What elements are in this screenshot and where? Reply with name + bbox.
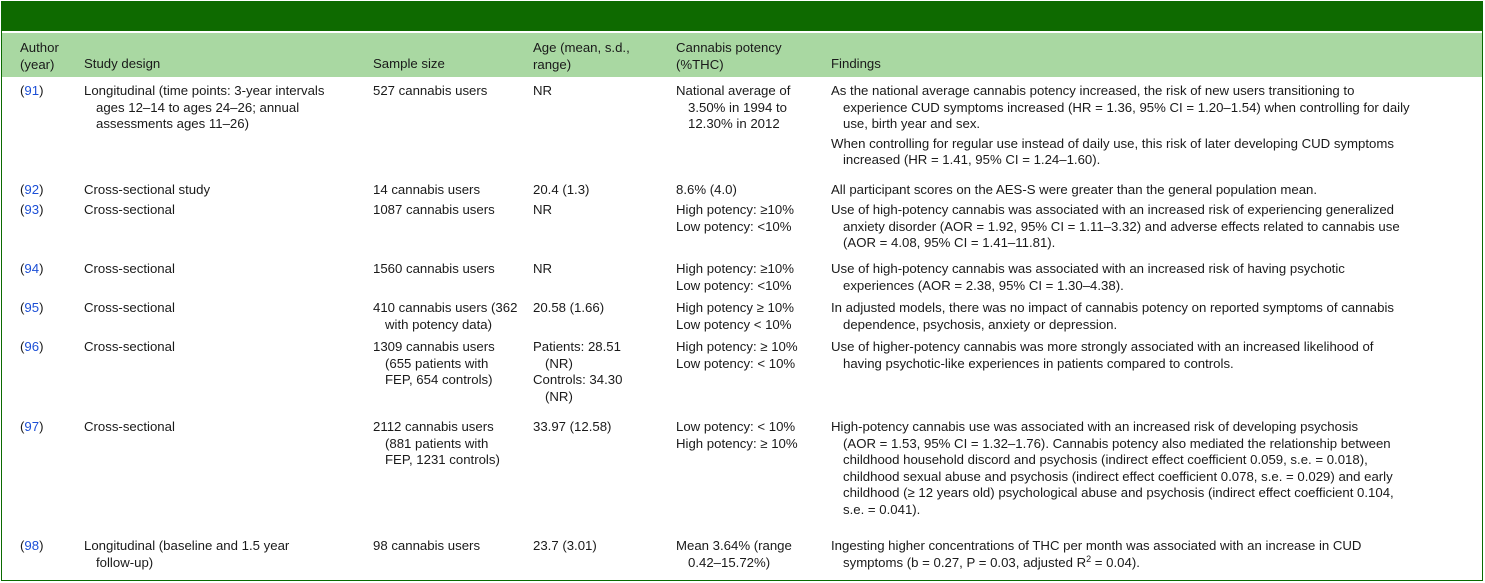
paren-close: ): [39, 339, 44, 354]
findings-line: As the national average cannabis potency increased, the risk of new users transitioning to: [831, 83, 1355, 98]
age-line: NR: [533, 83, 553, 98]
potency-line: High potency: ≥10%: [676, 261, 794, 276]
potency-cell: [676, 538, 826, 571]
paren-close: ): [39, 300, 44, 315]
sample-size-line: with potency data): [385, 316, 493, 332]
study-design-cell: [84, 300, 364, 317]
findings-cell: [831, 202, 1471, 252]
table-frame: [1, 1, 1483, 581]
paren-open: (: [20, 202, 25, 217]
reference-link[interactable]: 97: [24, 419, 40, 434]
header-sample-size: Sample size: [373, 56, 445, 71]
reference-link[interactable]: 95: [24, 300, 40, 315]
age-line: Patients: 28.51: [533, 339, 621, 354]
paren-open: (: [20, 339, 25, 354]
findings-line: Use of high-potency cannabis was associated with an increased risk of having psychotic: [831, 261, 1345, 276]
potency-line: 3.50% in 1994 to: [688, 99, 787, 115]
age-cell: [533, 419, 663, 436]
sample-size-line: 410 cannabis users (362: [373, 300, 518, 315]
potency-cell: [676, 202, 826, 235]
header-age: Age (mean, s.d., range): [533, 40, 630, 72]
age-line: 23.7 (3.01): [533, 538, 597, 553]
age-cell: [533, 202, 663, 219]
author-cell: [20, 83, 72, 100]
author-cell: [20, 202, 72, 219]
potency-cell: [676, 419, 826, 452]
findings-paragraph: [831, 261, 1471, 294]
findings-line: childhood (≥ 12 years old) psychological abuse and psychosis (indirect effect coefficient 0.104,: [843, 485, 1394, 500]
findings-line: (AOR = 4.08, 95% CI = 1.41–11.81).: [843, 235, 1056, 250]
age-line: 33.97 (12.58): [533, 419, 612, 434]
potency-line: Low potency: <10%: [676, 218, 792, 234]
potency-line: 0.42–15.72%): [688, 554, 771, 570]
study-design-cell: [84, 202, 364, 219]
sample-size-line: 2112 cannabis users: [373, 419, 494, 434]
age-cell: [533, 182, 663, 199]
age-line: (NR): [545, 355, 573, 371]
potency-line: Mean 3.64% (range: [676, 538, 792, 553]
sample-size-cell: [373, 261, 533, 278]
findings-line: s.e. = 0.041).: [843, 501, 921, 517]
study-design-line: Cross-sectional: [84, 300, 175, 315]
potency-cell: [676, 261, 826, 294]
study-design-cell: [84, 182, 364, 199]
sample-size-cell: [373, 202, 533, 219]
sample-size-cell: [373, 538, 533, 555]
reference-link[interactable]: 96: [24, 339, 40, 354]
findings-line: childhood household discord and psychosis (indirect effect coefficient 0.059, s.e. = 0.018),: [843, 452, 1368, 467]
reference-link[interactable]: 98: [24, 538, 40, 553]
paren-close: ): [39, 182, 44, 197]
study-design-cell: [84, 339, 364, 356]
findings-paragraph: [831, 202, 1471, 252]
findings-line: dependence, psychosis, anxiety or depression.: [843, 316, 1118, 332]
author-cell: [20, 538, 72, 555]
sample-size-cell: [373, 83, 533, 100]
age-cell: [533, 261, 663, 278]
paren-close: ): [39, 261, 44, 276]
potency-cell: [676, 83, 826, 133]
study-design-line: Cross-sectional: [84, 339, 175, 354]
potency-cell: [676, 339, 826, 372]
reference-link[interactable]: 94: [24, 261, 40, 276]
sample-size-line: 527 cannabis users: [373, 83, 488, 98]
potency-line: 8.6% (4.0): [676, 182, 737, 197]
author-cell: [20, 261, 72, 278]
findings-paragraph: [831, 300, 1471, 333]
findings-line: When controlling for regular use instead of daily use, this risk of later developing CUD symptoms: [831, 135, 1394, 151]
reference-link[interactable]: 91: [24, 83, 40, 98]
study-design-line: Cross-sectional: [84, 419, 175, 434]
findings-cell: [831, 300, 1471, 333]
findings-cell: [831, 339, 1471, 372]
study-design-line: Cross-sectional: [84, 202, 175, 217]
study-design-cell: [84, 83, 364, 133]
header-study-design: Study design: [84, 56, 161, 71]
study-design-line: Longitudinal (baseline and 1.5 year: [84, 538, 290, 553]
header-findings: Findings: [831, 56, 881, 71]
sample-size-cell: [373, 419, 533, 469]
findings-cell: [831, 261, 1471, 294]
findings-line: Use of higher-potency cannabis was more strongly associated with an increased likelihood of: [831, 339, 1374, 354]
findings-line: childhood sexual abuse and psychosis (indirect effect coefficient 0.078, s.e. = 0.029) and early: [843, 468, 1393, 484]
paren-open: (: [20, 182, 25, 197]
study-design-line: Cross-sectional study: [84, 182, 211, 197]
findings-paragraph: [831, 339, 1471, 372]
findings-line: anxiety disorder (AOR = 1.92, 95% CI = 1.11–3.32) and adverse effects related to cannabis use: [843, 218, 1400, 234]
paren-open: (: [20, 83, 25, 98]
potency-line: High potency ≥ 10%: [676, 300, 794, 315]
sample-size-line: FEP, 1231 controls): [385, 452, 500, 467]
potency-cell: [676, 182, 826, 199]
findings-line: Use of high-potency cannabis was associated with an increased risk of experiencing generalized: [831, 202, 1394, 217]
findings-cell: [831, 182, 1471, 199]
findings-tail: = 0.04).: [1091, 554, 1140, 570]
potency-line: National average of: [676, 83, 791, 98]
author-cell: [20, 300, 72, 317]
sample-size-line: (881 patients with: [385, 435, 489, 451]
sample-size-line: FEP, 654 controls): [385, 372, 493, 387]
paren-open: (: [20, 538, 25, 553]
sample-size-line: 98 cannabis users: [373, 538, 481, 553]
reference-link[interactable]: 93: [24, 202, 40, 217]
age-line: (NR): [545, 388, 573, 404]
age-line: Controls: 34.30: [533, 372, 623, 387]
sample-size-cell: [373, 300, 533, 333]
age-line: 20.58 (1.66): [533, 300, 605, 315]
paren-open: (: [20, 419, 25, 434]
findings-line: Ingesting higher concentrations of THC per month was associated with an increase in CUD: [831, 538, 1362, 553]
paren-open: (: [20, 300, 25, 315]
age-cell: [533, 300, 663, 317]
potency-line: High potency: ≥ 10%: [676, 339, 798, 354]
age-line: NR: [533, 261, 553, 276]
findings-line: use, birth year and sex.: [843, 116, 981, 131]
age-line: 20.4 (1.3): [533, 182, 590, 197]
findings-paragraph: [831, 83, 1471, 133]
paren-close: ): [39, 83, 44, 98]
potency-line: Low potency: <10%: [676, 277, 792, 293]
findings-line: symptoms (b = 0.27, P = 0.03, adjusted $R^2 = 0.04$).: [843, 553, 1140, 570]
potency-line: Low potency: < 10%: [676, 419, 796, 434]
study-design-line: ages 12–14 to ages 24–26; annual: [96, 99, 300, 115]
findings-line: increased (HR = 1.41, 95% CI = 1.24–1.60).: [843, 152, 1101, 167]
age-cell: [533, 83, 663, 100]
paren-close: ): [39, 538, 44, 553]
sample-size-line: 1309 cannabis users: [373, 339, 495, 354]
sample-size-line: 14 cannabis users: [373, 182, 481, 197]
study-design-line: assessments ages 11–26): [96, 116, 249, 131]
sample-size-line: (655 patients with: [385, 355, 489, 371]
findings-cell: [831, 538, 1471, 571]
findings-cell: [831, 83, 1471, 169]
findings-line: experiences (AOR = 2.38, 95% CI = 1.30–4.38).: [843, 277, 1124, 293]
findings-paragraph: [831, 136, 1471, 169]
potency-line: Low potency: < 10%: [676, 355, 796, 371]
findings-paragraph: [831, 419, 1471, 518]
potency-line: 12.30% in 2012: [688, 116, 780, 131]
header-cannabis-potency: Cannabis potency (%THC): [676, 40, 782, 72]
potency-line: High potency: ≥10%: [676, 202, 794, 217]
findings-line: having psychotic-like experiences in patients compared to controls.: [843, 355, 1234, 371]
sample-size-line: 1087 cannabis users: [373, 202, 495, 217]
paren-open: (: [20, 261, 25, 276]
findings-paragraph: [831, 538, 1471, 571]
sample-size-line: 1560 cannabis users: [373, 261, 495, 276]
findings-line: All participant scores on the AES-S were greater than the general population mean.: [831, 182, 1318, 197]
age-line: NR: [533, 202, 553, 217]
author-cell: [20, 419, 72, 436]
findings-line: High-potency cannabis use was associated with an increased risk of developing psychosis: [831, 419, 1359, 434]
age-cell: [533, 339, 663, 405]
paren-close: ): [39, 202, 44, 217]
sample-size-cell: [373, 182, 533, 199]
findings-line: experience CUD symptoms increased (HR = 1.36, 95% CI = 1.20–1.54) when controlling for daily: [843, 99, 1410, 115]
author-cell: [20, 182, 72, 199]
table-title-bar: [2, 2, 1482, 31]
header-author: Author (year): [20, 40, 59, 72]
author-cell: [20, 339, 72, 356]
study-design-line: Longitudinal (time points: 3-year intervals: [84, 83, 325, 98]
potency-line: High potency: ≥ 10%: [676, 435, 798, 451]
age-cell: [533, 538, 663, 555]
reference-link[interactable]: 92: [24, 182, 40, 197]
potency-line: Low potency < 10%: [676, 316, 792, 332]
study-design-line: Cross-sectional: [84, 261, 175, 276]
study-design-line: follow-up): [96, 554, 154, 570]
superscript: 2: [1086, 553, 1092, 564]
findings-line: In adjusted models, there was no impact of cannabis potency on reported symptoms of cannabis: [831, 300, 1394, 315]
study-design-cell: [84, 261, 364, 278]
sample-size-cell: [373, 339, 533, 389]
study-design-cell: [84, 538, 364, 571]
findings-line: (AOR = 1.53, 95% CI = 1.32–1.76). Cannabis potency also mediated the relationship between: [843, 435, 1391, 451]
findings-paragraph: [831, 182, 1471, 199]
findings-cell: [831, 419, 1471, 518]
paren-close: ): [39, 419, 44, 434]
study-design-cell: [84, 419, 364, 436]
potency-cell: [676, 300, 826, 333]
